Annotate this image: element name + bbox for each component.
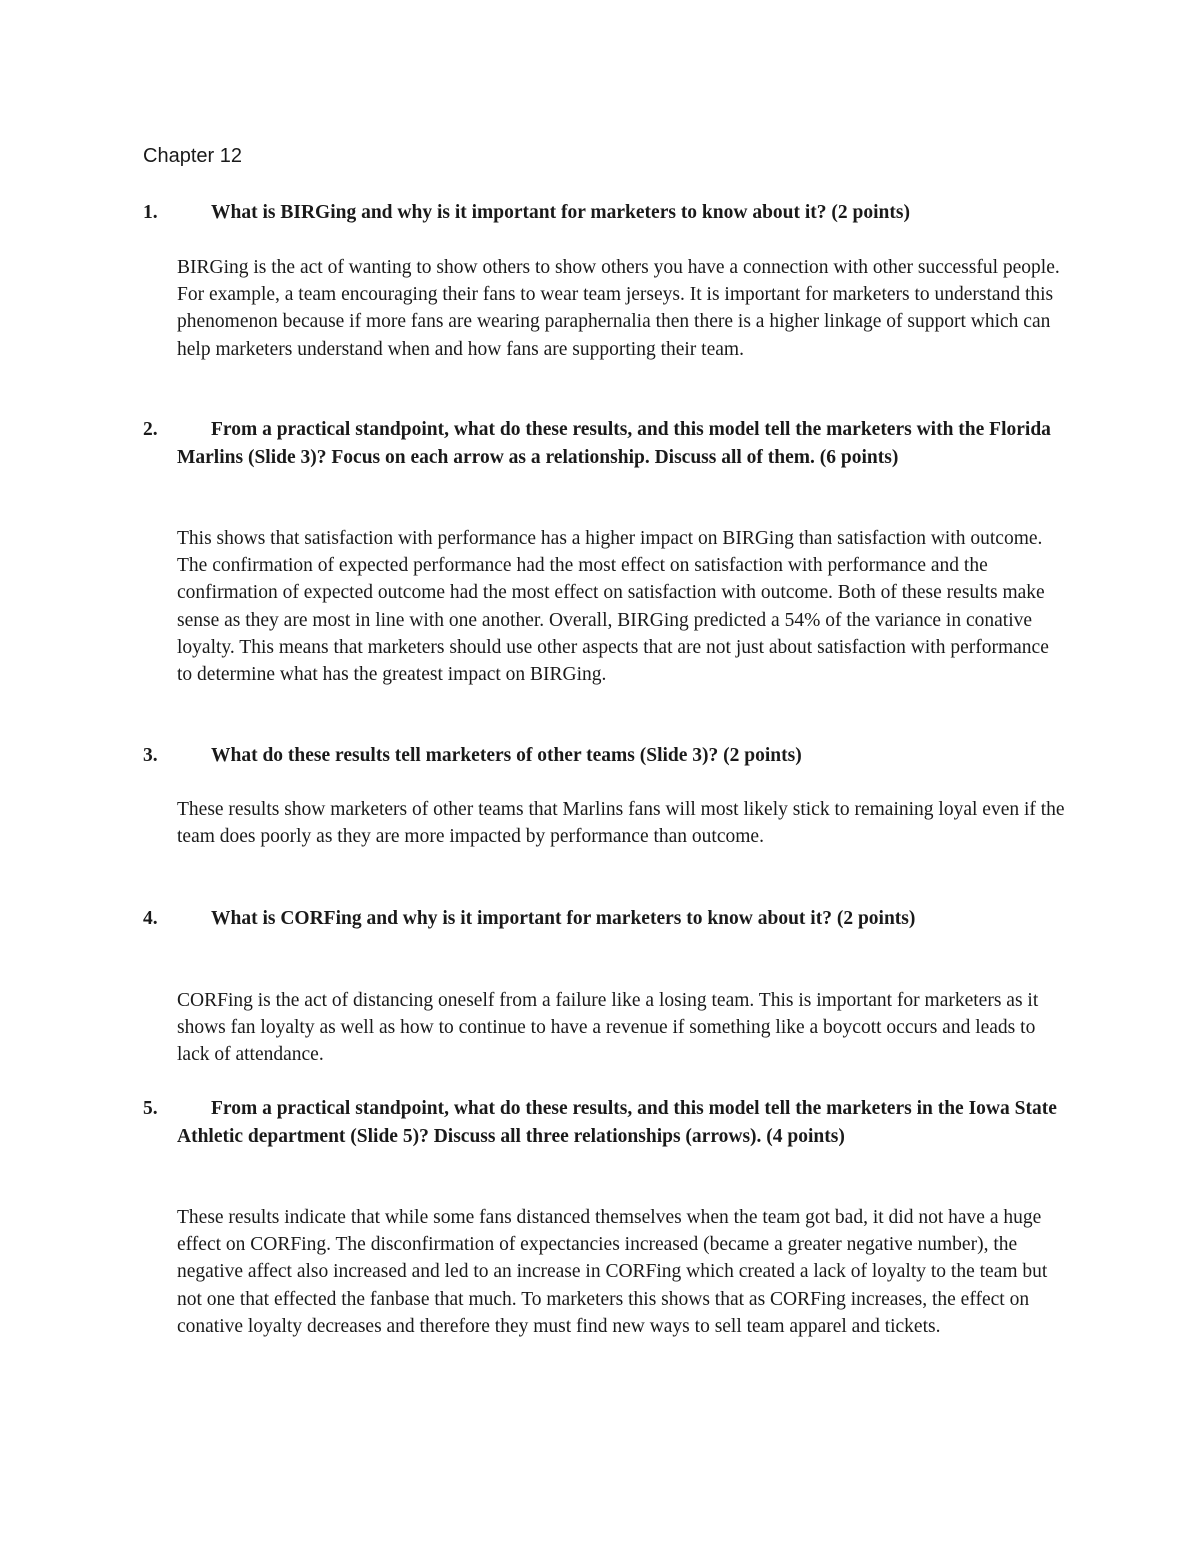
answer-5: These results indicate that while some fans distanced themselves when the team got bad, it did not have a huge effect on CORFing. The disconfirmation of expectancies increased (became a greater negative number), the negative affect also increased and led to an increase in CORFing which created a lack of loyalty to the team but not one that effected the fanbase that much. To marketers this shows that as CORFing increases, the effect on conative loyalty decreases and therefore they must find new ways to sell team apparel and tickets. [177,1207,1048,1337]
answer-3: These results show marketers of other teams that Marlins fans will most likely stick to remaining loyal even if the team does poorly as they are more impacted by performance than outcome. [177,799,1065,848]
question-text: From a practical standpoint, what do these results, and this model tell the marketers in the Iowa State Athletic department (Slide 5)? Discuss all three relationships (arrows). (4 points) [177,1098,1057,1147]
question-number: 5. [143,1098,158,1119]
question-2 [143,416,1063,471]
question-number: 3. [143,745,158,766]
chapter-title: Chapter 12 [143,145,242,167]
question-5 [143,1095,1063,1150]
question-text: What do these results tell marketers of other teams (Slide 3)? (2 points) [211,745,802,766]
question-1 [143,199,1063,227]
answer-2: This shows that satisfaction with performance has a higher impact on BIRGing than satisfaction with outcome. The confirmation of expected performance had the most effect on satisfaction with performance and the confirmation of expected outcome had the most effect on satisfaction with outcome. Both of these results make sense as they are most in line with one another. Overall, BIRGing predicted a 54% of the variance in conative loyalty. This means that marketers should use other aspects that are not just about satisfaction with performance to determine what has the greatest impact on BIRGing. [177,528,1049,686]
answer-1: BIRGing is the act of wanting to show others to show others you have a connection with other successful people. For example, a team encouraging their fans to wear team jerseys. It is important for marketers to understand this phenomenon because if more fans are wearing paraphernalia then there is a higher linkage of support which can help marketers understand when and how fans are supporting their team. [177,257,1060,360]
question-text: What is BIRGing and why is it important for marketers to know about it? (2 points) [211,202,910,223]
question-4 [143,905,1063,933]
question-number: 1. [143,202,158,223]
question-number: 4. [143,908,158,929]
answer-4: CORFing is the act of distancing oneself from a failure like a losing team. This is important for marketers as it shows fan loyalty as well as how to continue to have a revenue if something like a boycott occurs and leads to lack of attendance. [177,990,1039,1066]
question-text: From a practical standpoint, what do these results, and this model tell the marketers with the Florida Marlins (Slide 3)? Focus on each arrow as a relationship. Discuss all of them. (6 points) [177,419,1051,468]
question-text: What is CORFing and why is it important for marketers to know about it? (2 points) [211,908,916,929]
question-number: 2. [143,419,158,440]
question-3 [143,742,1063,770]
